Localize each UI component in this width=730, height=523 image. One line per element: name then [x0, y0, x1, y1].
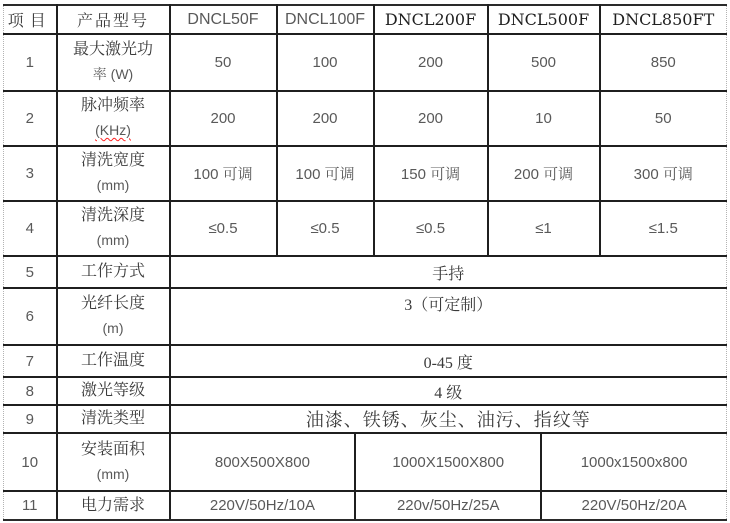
row-number: 4	[4, 201, 57, 256]
row-working-temperature	[4, 345, 727, 377]
row-number: 6	[4, 288, 57, 345]
spec-label-line1: 安装面积	[80, 440, 145, 458]
value-cell: 100 可调	[277, 146, 374, 201]
spec-label-cell	[57, 91, 170, 146]
spec-label-line2: (m)	[102, 320, 124, 336]
merged-value-cells	[170, 491, 727, 520]
value-cell: 150 可调	[374, 146, 488, 201]
spec-label-line1: 激光等级	[80, 382, 145, 399]
spec-label-cell	[57, 201, 170, 256]
row-working-mode	[4, 256, 727, 288]
row-installation-area	[4, 433, 727, 491]
spec-label-line2: (mm)	[96, 232, 130, 248]
spec-label-line1: 清洗深度	[80, 207, 145, 224]
value-cell: 100 可调	[170, 146, 277, 201]
spec-label-line1: 工作方式	[80, 263, 145, 280]
header-model-dncl500f: DNCL500F	[488, 5, 600, 34]
row-number: 2	[4, 91, 57, 146]
header-model-dncl200f: DNCL200F	[374, 5, 488, 34]
value-cell: 850	[600, 34, 727, 91]
value-cell: 50	[600, 91, 727, 146]
span-value-cell: 油漆、铁锈、灰尘、油污、指纹等	[170, 405, 727, 433]
spec-label-cell	[57, 345, 170, 377]
row-cleaning-type	[4, 405, 727, 433]
spec-label-line1: 脉冲频率	[80, 97, 145, 114]
row-number: 8	[4, 377, 57, 405]
value-cell: 200	[374, 34, 488, 91]
row-pulse-frequency	[4, 91, 727, 146]
row-number: 9	[4, 405, 57, 433]
spec-table-container	[3, 4, 727, 521]
spec-label-cell	[57, 288, 170, 345]
spec-label-cell	[57, 377, 170, 405]
span-value-cell: 手持	[170, 256, 727, 288]
value-cell: 500	[488, 34, 600, 91]
spec-label-cell	[57, 433, 170, 491]
row-number: 5	[4, 256, 57, 288]
spec-label-line1: 最大激光功	[72, 41, 153, 58]
value-cell: ≤0.5	[170, 201, 277, 256]
value-cell: 300 可调	[600, 146, 727, 201]
row-number: 7	[4, 345, 57, 377]
spec-label-cell	[57, 256, 170, 288]
value-cell: 200 可调	[488, 146, 600, 201]
spec-label-line1: 工作温度	[80, 352, 145, 369]
khz-unit-spellcheck: (KHz)	[95, 122, 131, 138]
row-cleaning-depth	[4, 201, 727, 256]
span-value-cell: 0-45 度	[170, 345, 727, 377]
header-row	[4, 5, 727, 34]
spec-label-line2: 率 (W)	[92, 66, 134, 82]
value-cell: 50	[170, 34, 277, 91]
value-cell: 200	[277, 91, 374, 146]
merged-value-cell: 800X500X800	[171, 434, 357, 490]
row-number: 11	[4, 491, 57, 520]
spec-label-line1: 光纤长度	[80, 295, 145, 312]
merged-value-cell: 220v/50Hz/25A	[356, 492, 542, 519]
row-power-requirement	[4, 491, 727, 520]
spec-label-line1: 电力需求	[80, 496, 145, 514]
spec-label-line1: 清洗宽度	[80, 152, 145, 169]
row-fiber-length	[4, 288, 727, 345]
span-value-cell: 3（可定制）	[170, 288, 727, 345]
spec-label-line2: (mm)	[96, 465, 130, 482]
value-cell: ≤1	[488, 201, 600, 256]
value-cell: 10	[488, 91, 600, 146]
merged-value-cell: 220V/50Hz/20A	[581, 497, 687, 514]
spec-label-cell	[57, 146, 170, 201]
value-cell: 200	[374, 91, 488, 146]
header-item-col: 项目	[4, 5, 57, 34]
row-max-laser-power	[4, 34, 727, 91]
spec-label-line2: (mm)	[96, 177, 130, 193]
value-cell: 100	[277, 34, 374, 91]
merged-value-cell: 220V/50Hz/10A	[171, 492, 357, 519]
value-cell: ≤1.5	[600, 201, 727, 256]
row-cleaning-width	[4, 146, 727, 201]
spec-label-cell	[57, 491, 170, 520]
value-cell: ≤0.5	[374, 201, 488, 256]
spec-label-cell	[57, 405, 170, 433]
merged-value-cell: 1000X1500X800	[356, 434, 542, 490]
header-model-col: 产品型号	[57, 5, 170, 34]
header-model-dncl850ft: DNCL850FT	[600, 5, 727, 34]
span-value-cell: 4 级	[170, 377, 727, 405]
spec-label-cell	[57, 34, 170, 91]
row-number: 3	[4, 146, 57, 201]
merged-value-cells	[170, 433, 727, 491]
header-model-dncl50f: DNCL50F	[170, 5, 277, 34]
merged-value-cell: 1000x1500x800	[580, 453, 688, 471]
laser-cleaner-spec-table	[3, 4, 727, 521]
value-cell: ≤0.5	[277, 201, 374, 256]
value-cell: 200	[170, 91, 277, 146]
row-number: 1	[4, 34, 57, 91]
spec-label-line1: 清洗类型	[80, 410, 145, 427]
row-number: 10	[4, 433, 57, 491]
header-model-dncl100f: DNCL100F	[277, 5, 374, 34]
row-laser-class	[4, 377, 727, 405]
